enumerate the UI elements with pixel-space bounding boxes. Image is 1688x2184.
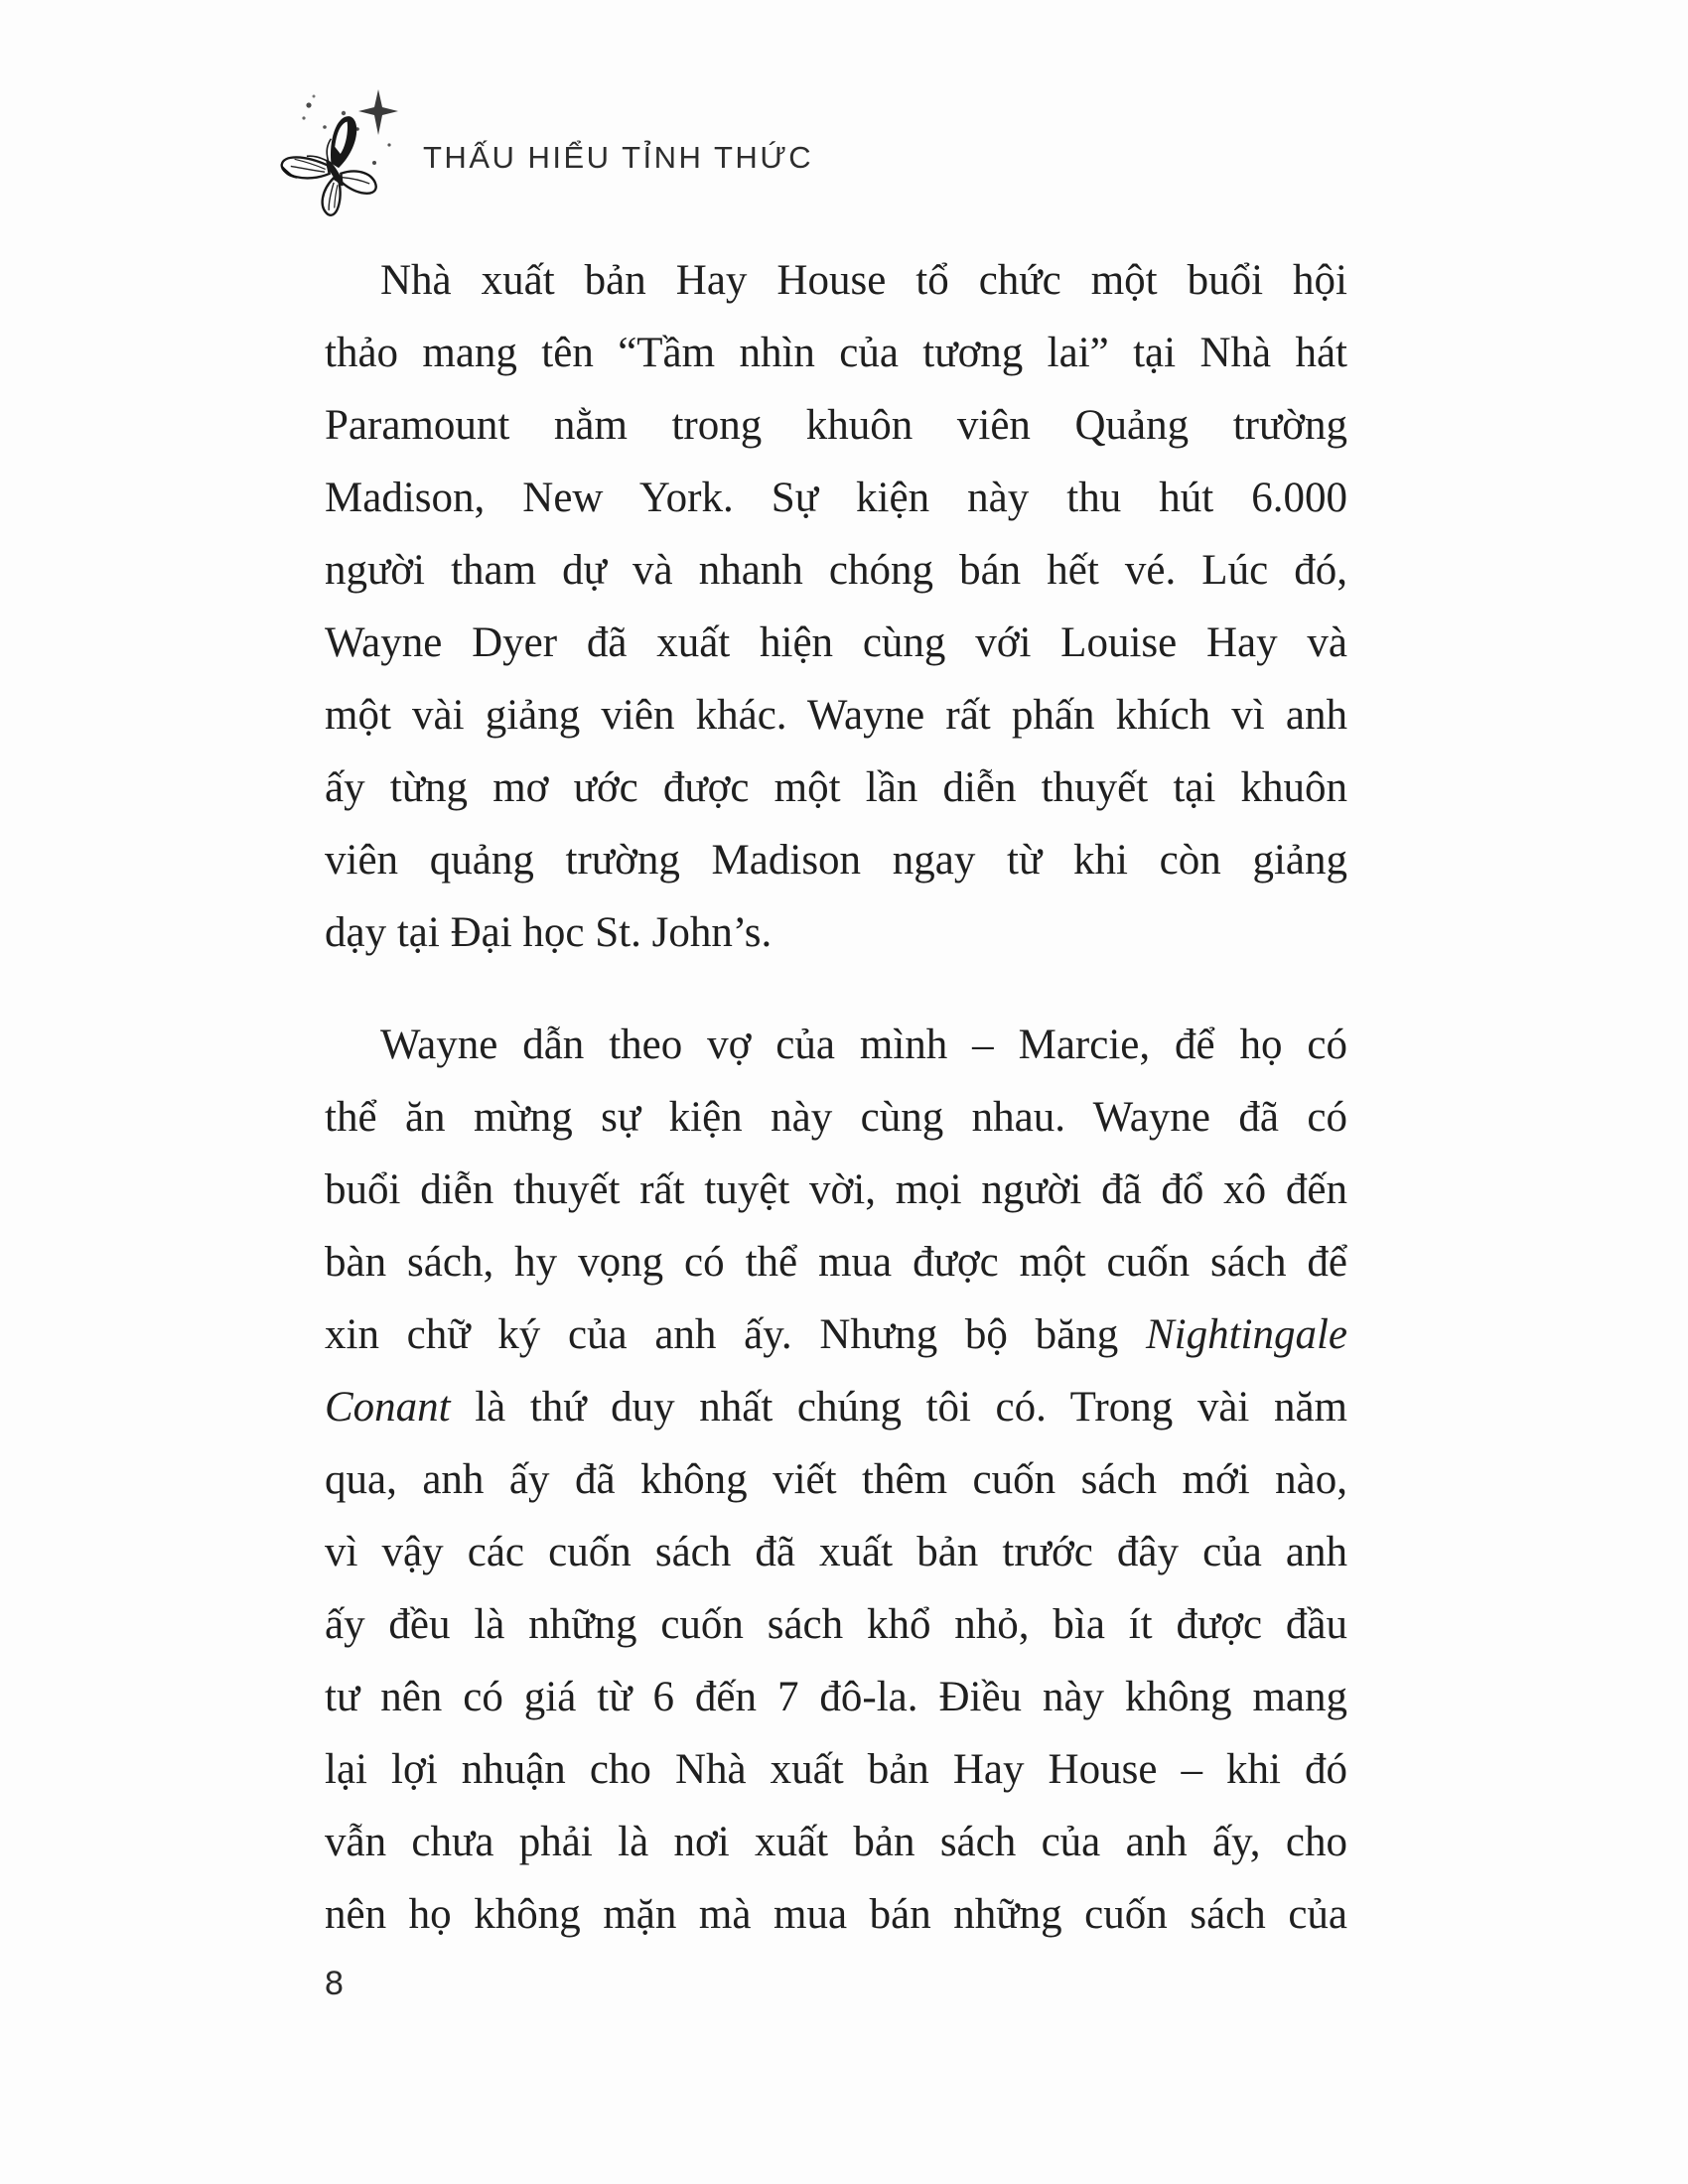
text-line — [325, 1661, 1347, 1733]
body-text: Madison, New York. Sự kiện này thu hút 6.000 — [325, 475, 1347, 521]
body-text: xin chữ ký của anh ấy. Nhưng bộ băng — [325, 1311, 1146, 1358]
paragraph — [325, 244, 1347, 969]
text-line — [325, 1878, 1347, 1951]
text-line — [325, 751, 1347, 824]
page-body — [325, 244, 1347, 1990]
body-text: Wayne Dyer đã xuất hiện cùng với Louise Hay và — [325, 619, 1347, 666]
butterfly-body — [278, 113, 392, 222]
body-text: vì vậy các cuốn sách đã xuất bản trước đây của anh — [325, 1529, 1347, 1575]
text-line — [325, 1298, 1347, 1371]
sparkle-star-icon — [358, 89, 398, 135]
body-text: một vài giảng viên khác. Wayne rất phấn khích vì anh — [325, 692, 1347, 739]
text-line — [325, 389, 1347, 462]
text-line — [325, 607, 1347, 679]
italic-text: Nightingale — [1145, 1311, 1347, 1358]
body-text: là thứ duy nhất chúng tôi có. Trong vài năm — [450, 1384, 1347, 1431]
text-line — [325, 1733, 1347, 1806]
page-number: 8 — [325, 1965, 344, 2002]
page-header — [0, 0, 1688, 228]
body-text: buổi diễn thuyết rất tuyệt vời, mọi người đã đổ xô đến — [325, 1166, 1347, 1213]
body-text: vẫn chưa phải là nơi xuất bản sách của anh ấy, cho — [325, 1819, 1347, 1865]
italic-text: Conant — [325, 1384, 451, 1431]
text-line — [325, 1371, 1347, 1443]
body-text: thể ăn mừng sự kiện này cùng nhau. Wayne đã có — [325, 1094, 1347, 1141]
text-line — [325, 244, 1347, 317]
body-text: ấy đều là những cuốn sách khổ nhỏ, bìa ít được đầu — [325, 1601, 1347, 1648]
body-text: dạy tại Đại học St. John’s. — [325, 909, 773, 956]
text-line — [325, 462, 1347, 534]
body-text: thảo mang tên “Tầm nhìn của tương lai” tại Nhà hát — [325, 330, 1347, 376]
body-text: người tham dự và nhanh chóng bán hết vé. Lúc đó, — [325, 547, 1347, 594]
text-line — [325, 1081, 1347, 1154]
butterfly-sparkle-icon — [278, 83, 417, 222]
body-text: bàn sách, hy vọng có thể mua được một cuốn sách để — [325, 1239, 1347, 1286]
text-line — [325, 1154, 1347, 1226]
body-text: tư nên có giá từ 6 đến 7 đô-la. Điều này không mang — [325, 1674, 1347, 1720]
text-line — [325, 1009, 1347, 1081]
body-text: viên quảng trường Madison ngay từ khi còn giảng — [325, 837, 1347, 884]
body-text: Wayne dẫn theo vợ của mình – Marcie, để họ có — [380, 1022, 1347, 1068]
text-line — [325, 1806, 1347, 1878]
body-text: qua, anh ấy đã không viết thêm cuốn sách mới nào, — [325, 1456, 1347, 1503]
body-text: Paramount nằm trong khuôn viên Quảng trường — [325, 402, 1347, 449]
text-line — [325, 534, 1347, 607]
body-text: nên họ không mặn mà mua bán những cuốn sách của — [325, 1891, 1347, 1938]
text-line — [325, 1226, 1347, 1298]
text-line — [325, 896, 1347, 969]
text-line — [325, 824, 1347, 896]
text-line — [325, 1588, 1347, 1661]
paragraph — [325, 1009, 1347, 1951]
body-text: ấy từng mơ ước được một lần diễn thuyết tại khuôn — [325, 764, 1347, 811]
text-line — [325, 679, 1347, 751]
body-text: Nhà xuất bản Hay House tổ chức một buổi hội — [380, 257, 1347, 304]
body-text: lại lợi nhuận cho Nhà xuất bản Hay House – khi đó — [325, 1746, 1347, 1793]
running-header-title: THẤU HIỂU TỈNH THỨC — [423, 140, 814, 175]
text-line — [325, 1443, 1347, 1516]
text-line — [325, 317, 1347, 389]
text-line — [325, 1516, 1347, 1588]
